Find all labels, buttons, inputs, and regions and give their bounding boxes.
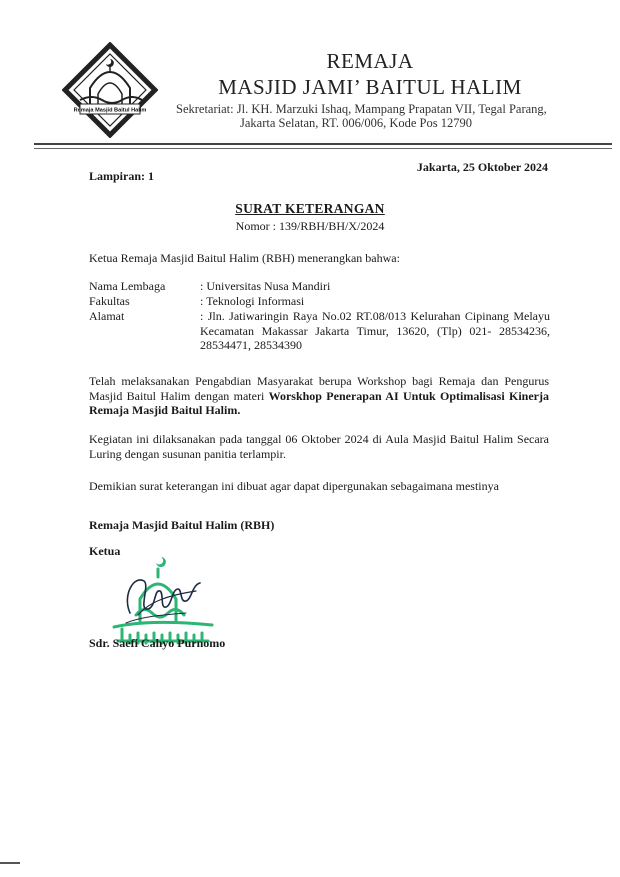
logo-caption: Remaja Masjid Baitul Halim [73, 107, 147, 114]
field-value-faculty: : Teknologi Informasi [200, 294, 305, 308]
organization-logo [62, 42, 158, 138]
letter-number: Nomor : 139/RBH/BH/X/2024 [235, 219, 385, 233]
scan-margin-mark [0, 862, 20, 864]
org-title-line2: MASJID JAMI’ BAITUL HALIM [218, 75, 522, 99]
signer-name: Sdr. Saefi Cahyo Purnomo [89, 636, 226, 650]
signature-stamp-graphic [100, 555, 220, 647]
letter-date: Jakarta, 25 Oktober 2024 [416, 160, 548, 174]
intro-paragraph: Ketua Remaja Masjid Baitul Halim (RBH) menerangkan bahwa: [89, 251, 400, 265]
body-paragraph-2: Kegiatan ini dilaksanakan pada tanggal 06 Oktober 2024 di Aula Masjid Baitul Halim Secara Luring dengan susunan panitia terlampir. [89, 432, 549, 461]
field-label-institution: Nama Lembaga [89, 279, 166, 293]
signature-organization: Remaja Masjid Baitul Halim (RBH) [89, 518, 275, 532]
body-paragraph-1 [89, 374, 549, 418]
para1-workshop-title: Worskhop Penerapan AI Untuk Optimalisasi Kinerja Remaja Masjid Baitul Halim. [89, 388, 549, 417]
field-label-faculty: Fakultas [89, 294, 130, 308]
signature-role: Ketua [89, 544, 121, 558]
field-value-institution: : Universitas Nusa Mandiri [200, 279, 331, 293]
field-label-address: Alamat [89, 309, 125, 323]
header-divider [34, 143, 612, 145]
org-title-line1: REMAJA [326, 49, 414, 73]
header-divider-thin [34, 148, 612, 149]
para1-text: Telah melaksanakan Pengabdian Masyarakat berupa Workshop bagi Remaja dan Pengurus Masjid Baitul Halim dengan materi [89, 374, 549, 403]
field-value-address: : Jln. Jatiwaringin Raya No.02 RT.08/013 Kelurahan Cipinang Melayu Kecamatan Makassar Jakarta Timur, 13620, (Tlp) 021- 28534236, 28534471, 28534390 [200, 309, 550, 352]
body-paragraph-3: Demikian surat keterangan ini dibuat agar dapat dipergunakan sebagaimana mestinya [89, 479, 499, 493]
letter-heading: SURAT KETERANGAN [235, 201, 385, 216]
secretariat-address-line2: Jakarta Selatan, RT. 006/006, Kode Pos 12790 [240, 116, 472, 130]
attachment-label: Lampiran: 1 [89, 169, 155, 183]
secretariat-address-line1: Sekretariat: Jl. KH. Marzuki Ishaq, Mampang Prapatan VII, Tegal Parang, [176, 102, 547, 116]
